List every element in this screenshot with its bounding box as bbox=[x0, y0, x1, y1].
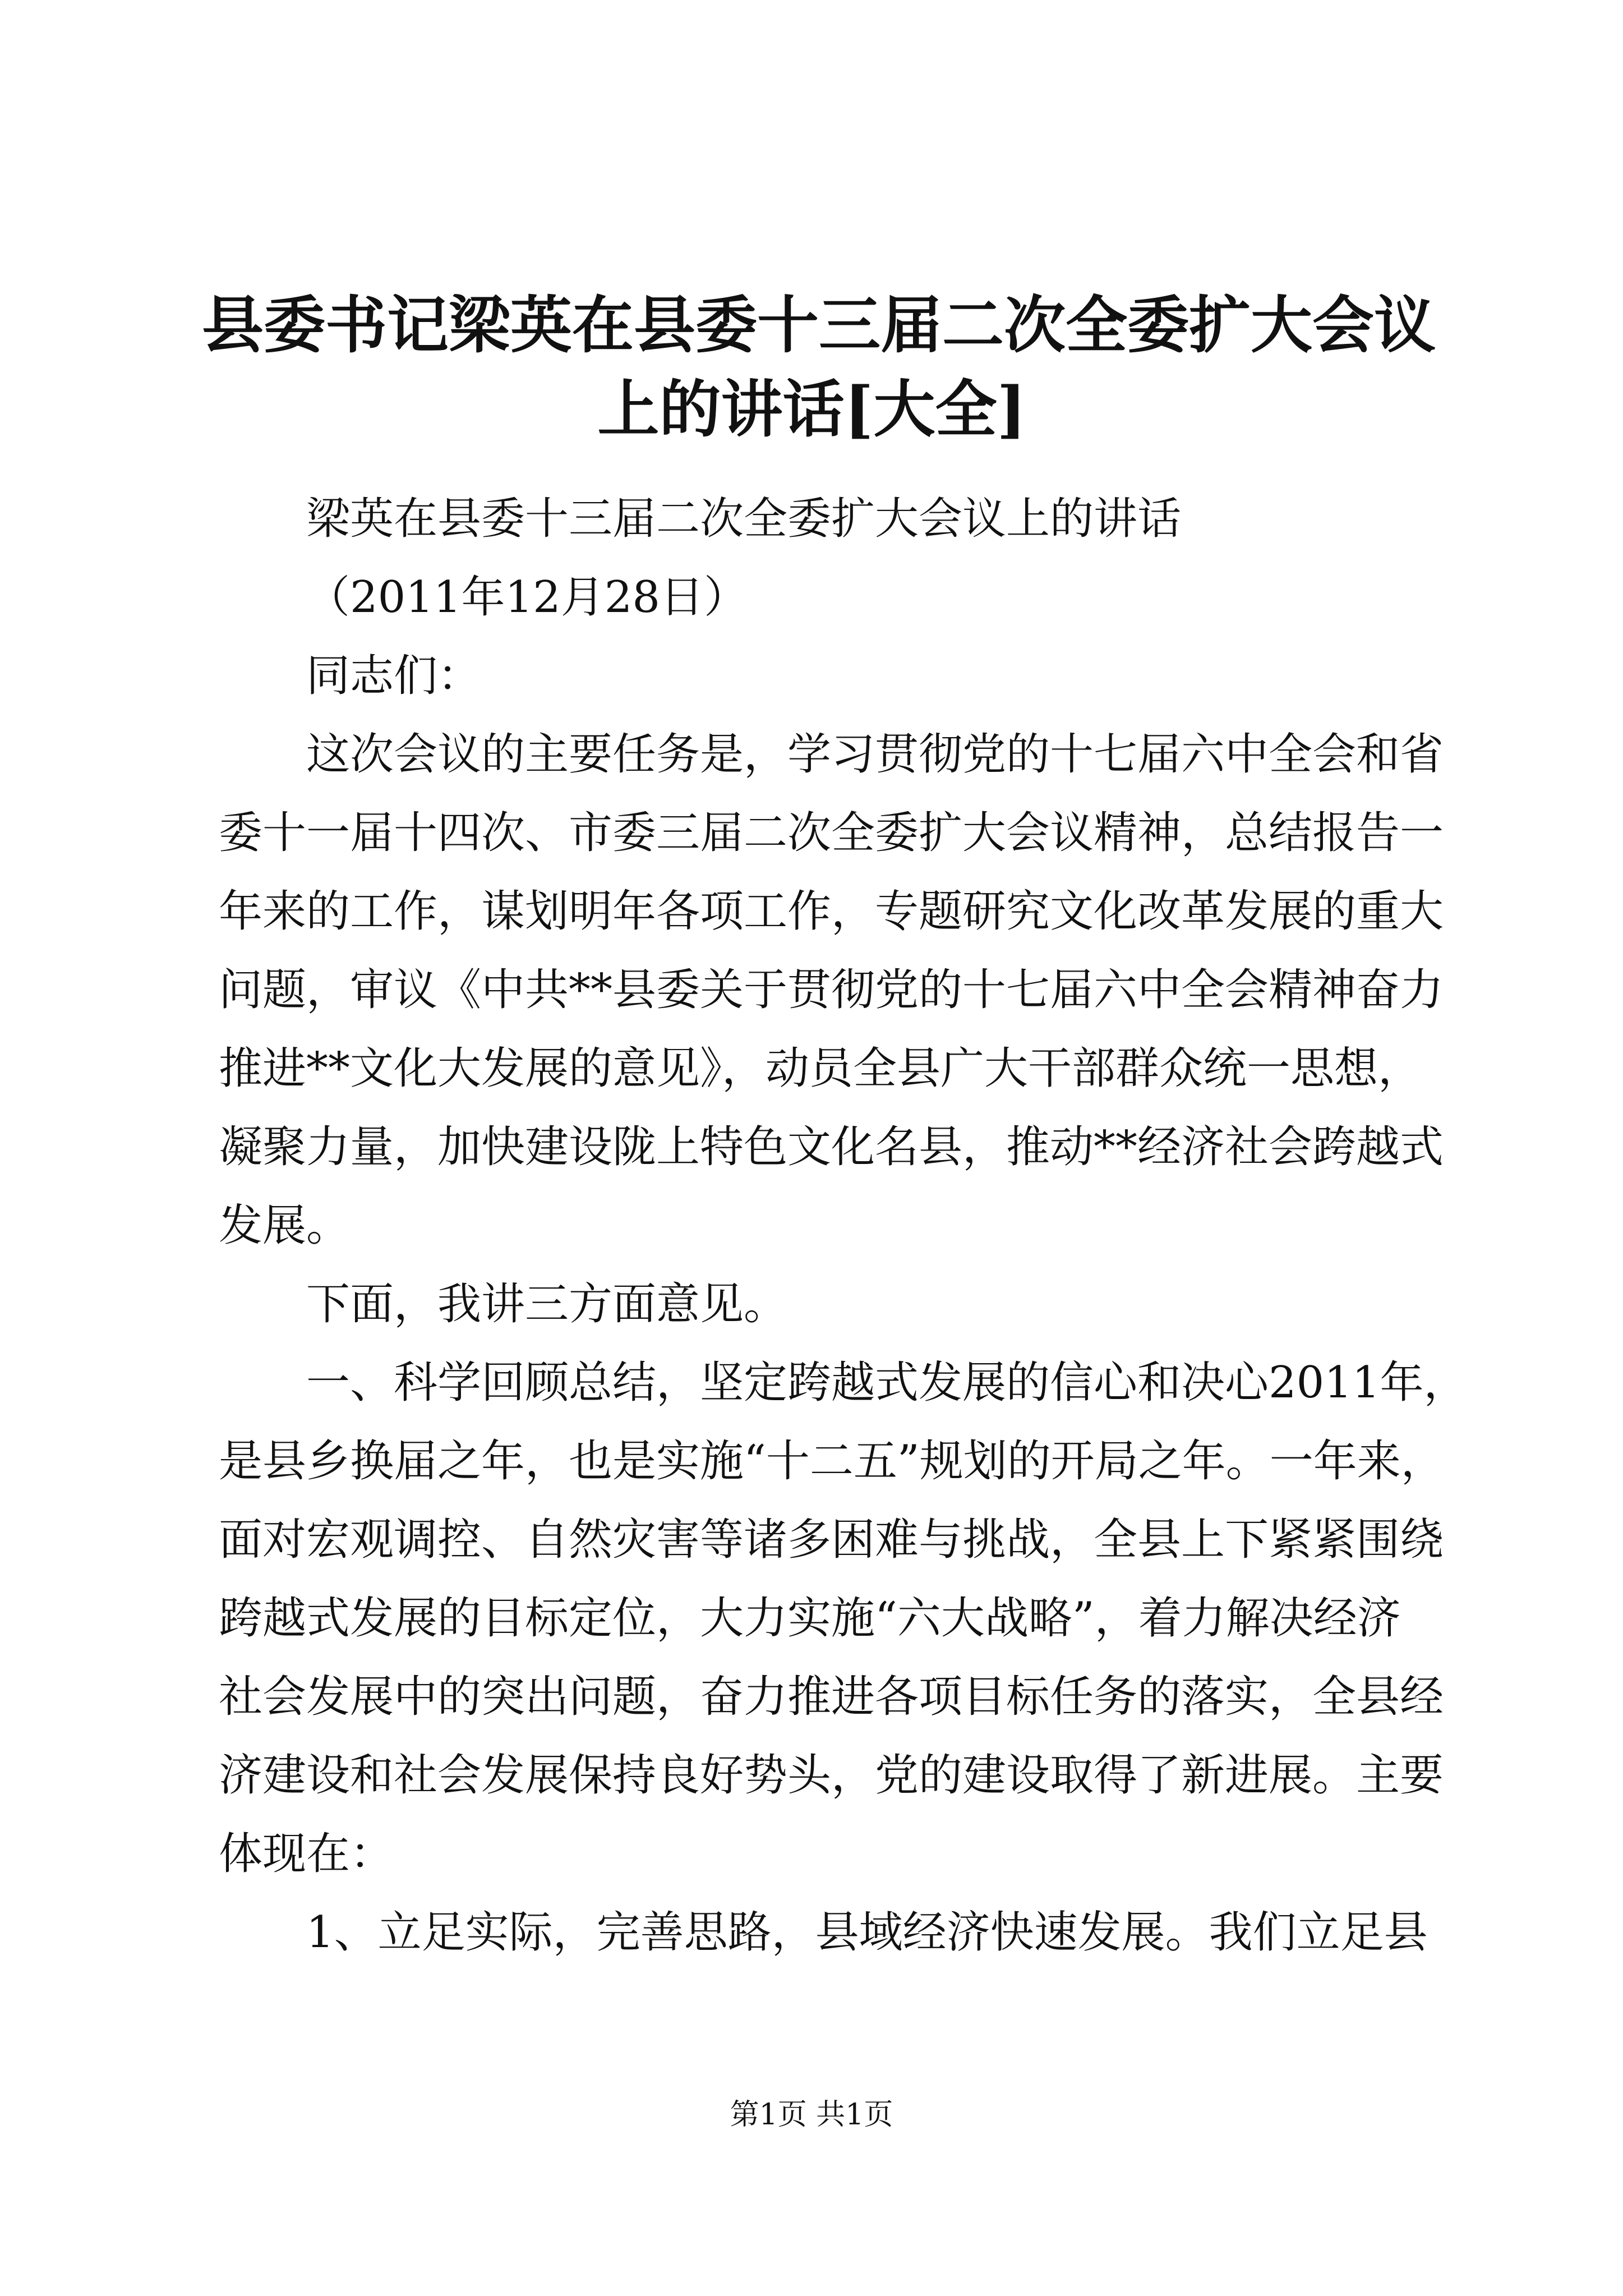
text-line: 社会发展中的突出问题，奋力推进各项目标任务的落实，全县经 bbox=[219, 1672, 1444, 1722]
text-line: 1、立足实际，完善思路，县域经济快速发展。我们立足县 bbox=[306, 1907, 1428, 1958]
text-line: 凝聚力量，加快建设陇上特色文化名县，推动**经济社会跨越式 bbox=[219, 1122, 1444, 1172]
salutation bbox=[219, 637, 1424, 715]
title-line: 上的讲话[大全] bbox=[597, 373, 1026, 445]
paragraph-meeting-tasks bbox=[219, 715, 1444, 1265]
paragraph-item-one bbox=[219, 1893, 1428, 1972]
text-line: 同志们： bbox=[306, 651, 482, 701]
text-line: 跨越式发展的目标定位，大力实施“六大战略”，着力解决经济 bbox=[219, 1593, 1401, 1644]
page-number-label: 第1页 共1页 bbox=[730, 2098, 893, 2132]
text-line: 推进**文化大发展的意见》，动员全县广大干部群众统一思想， bbox=[219, 1043, 1422, 1094]
text-line: 济建设和社会发展保持良好势头，党的建设取得了新进展。主要 bbox=[219, 1750, 1444, 1801]
text-line: 一、科学回顾总结，坚定跨越式发展的信心和决心2011年， bbox=[306, 1358, 1468, 1408]
text-line: （2011年12月28日） bbox=[306, 572, 748, 623]
text-line: 发展。 bbox=[219, 1200, 351, 1251]
text-line: 梁英在县委十三届二次全委扩大会议上的讲话 bbox=[306, 494, 1182, 544]
document-body bbox=[219, 480, 1468, 1972]
text-line: 委十一届十四次、市委三届二次全委扩大会议精神，总结报告一 bbox=[219, 808, 1444, 858]
document-title bbox=[202, 283, 1436, 452]
speech-heading bbox=[219, 480, 1424, 558]
text-line: 体现在： bbox=[219, 1829, 394, 1879]
title-line: 县委书记梁英在县委十三届二次全委扩大会议 bbox=[202, 289, 1436, 361]
text-line: 下面，我讲三方面意见。 bbox=[306, 1279, 788, 1329]
text-line: 年来的工作，谋划明年各项工作，专题研究文化改革发展的重大 bbox=[219, 886, 1444, 937]
paragraph-three-opinions bbox=[219, 1265, 1424, 1343]
paragraph-section-one bbox=[219, 1343, 1468, 1893]
text-line: 面对宏观调控、自然灾害等诸多困难与挑战，全县上下紧紧围绕 bbox=[219, 1515, 1444, 1565]
speech-date bbox=[219, 558, 1424, 637]
page-footer bbox=[0, 2095, 1623, 2134]
text-line: 是县乡换届之年，也是实施“十二五”规划的开局之年。一年来， bbox=[219, 1436, 1445, 1487]
text-line: 问题，审议《中共**县委关于贯彻党的十七届六中全会精神奋力 bbox=[219, 965, 1444, 1015]
text-line: 这次会议的主要任务是，学习贯彻党的十七届六中全会和省 bbox=[306, 729, 1444, 780]
